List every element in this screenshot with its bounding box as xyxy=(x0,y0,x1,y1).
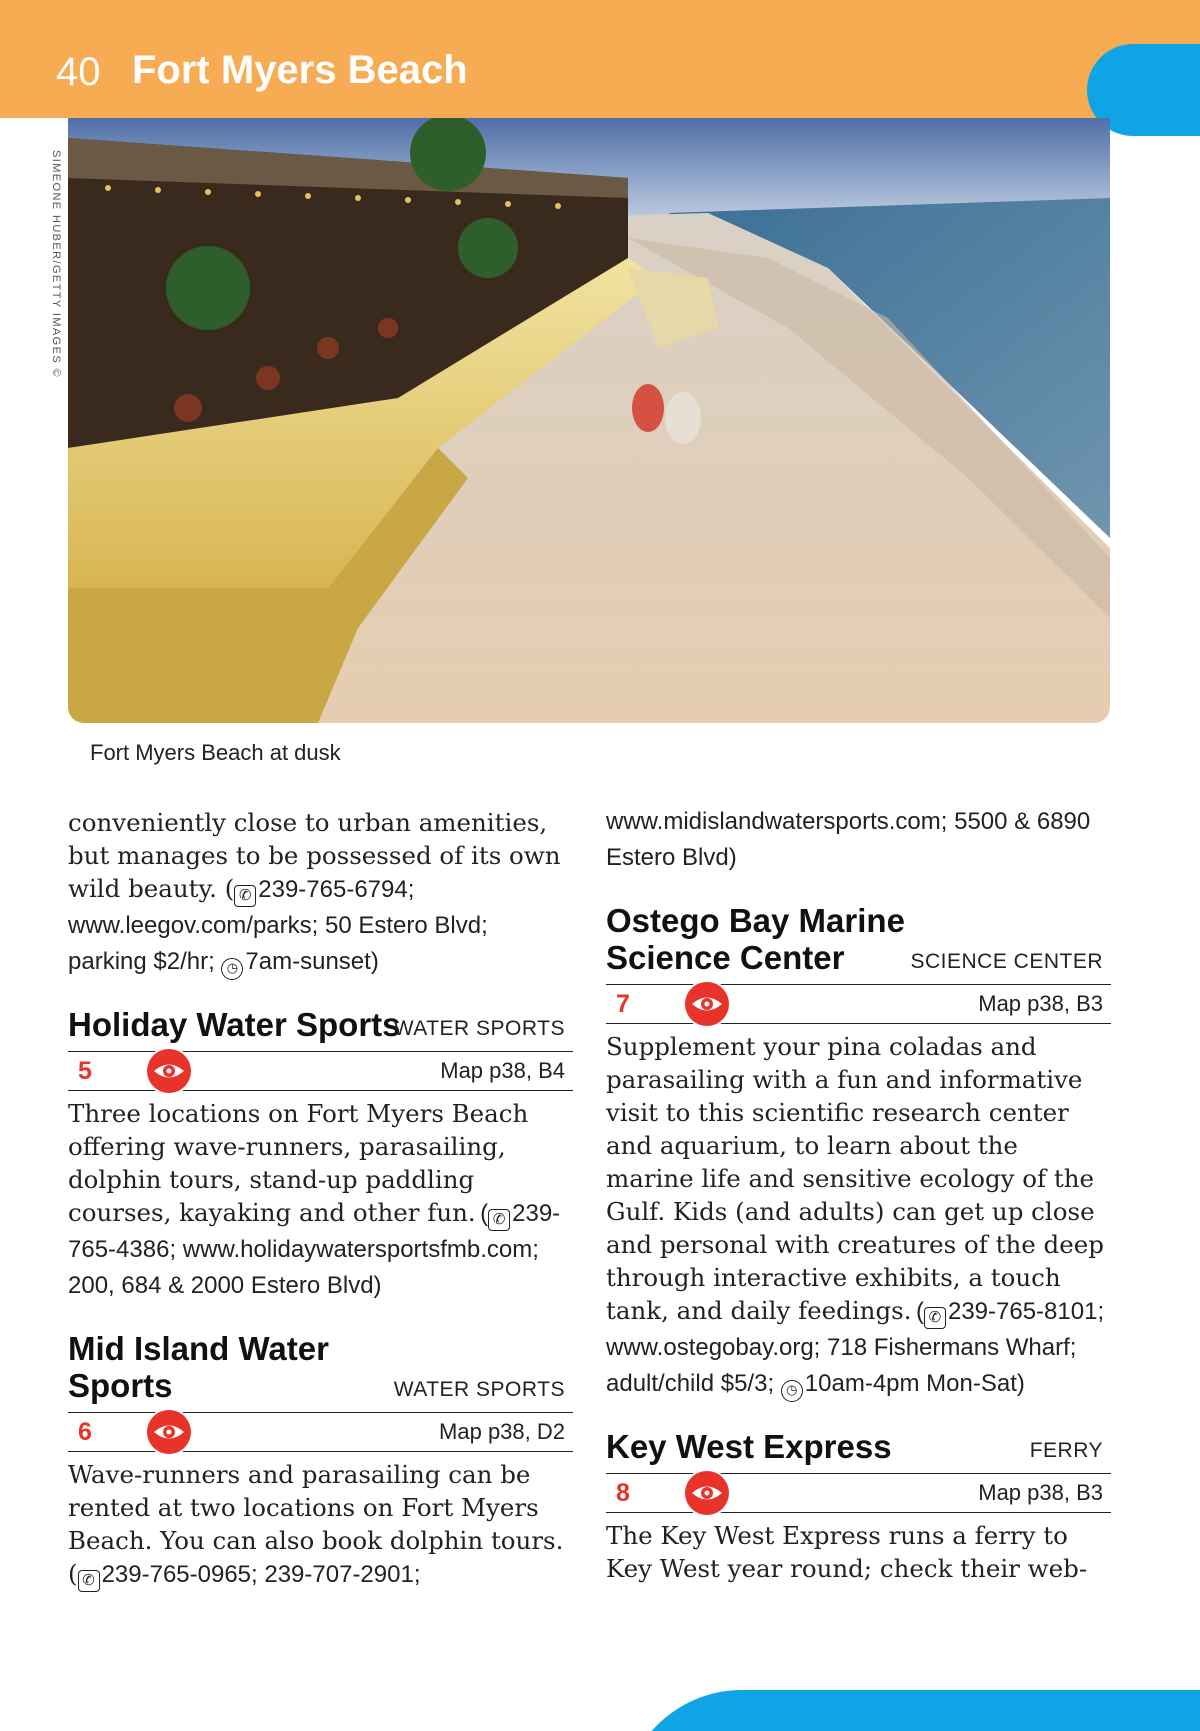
mid-island-info-continued: www.midislandwatersports.com; 5500 & 6890 Estero Blvd) xyxy=(606,808,1091,871)
listing-number: 6 xyxy=(78,1418,92,1446)
listing-name: Key West Express xyxy=(606,1428,892,1465)
photo-caption: Fort Myers Beach at dusk xyxy=(90,740,341,765)
eye-icon xyxy=(683,1469,731,1517)
listing-desc-text: Supplement your pina coladas and parasailing with a fun and informative visit to this scientific research center and aquarium, to learn about the marine life and sensitive ecology of the Gulf. Kids (and adults) can get up close and personal with creatures of the deep through interactive exhibits, a touch tank, and daily feedings. xyxy=(606,1032,1104,1325)
bottom-decorative-tab xyxy=(622,1690,1200,1731)
right-column xyxy=(606,804,1111,1585)
listing-description xyxy=(606,1030,1111,1402)
eye-icon xyxy=(145,1047,193,1095)
beach-photo-illustration xyxy=(68,118,1110,723)
map-reference: Map p38, B3 xyxy=(978,991,1103,1016)
listing-hours: 10am-4pm Mon-Sat) xyxy=(804,1370,1025,1397)
listing-type: FERRY xyxy=(1029,1439,1103,1462)
listing-key-west-express xyxy=(606,1428,1111,1585)
phone-icon: ✆ xyxy=(234,885,256,907)
listing-info-mid: ; www.ostegobay.org; 718 Fishermans Wharf; adult/child $5/3; xyxy=(606,1298,1105,1397)
eye-icon xyxy=(145,1408,193,1456)
intro-text: conveniently close to urban amenities, but manages to be possessed of its own wild beauty. ( xyxy=(68,808,561,903)
eye-icon xyxy=(683,980,731,1028)
map-reference: Map p38, B3 xyxy=(978,1480,1103,1505)
listing-header xyxy=(606,1428,1111,1465)
phone-icon: ✆ xyxy=(78,1570,100,1592)
info-open-paren: ( xyxy=(480,1200,489,1227)
listing-type: SCIENCE CENTER xyxy=(910,950,1103,973)
listing-name: Holiday Water Sports xyxy=(68,1006,401,1043)
map-reference: Map p38, D2 xyxy=(439,1419,565,1444)
clock-icon: ◷ xyxy=(781,1380,803,1402)
listing-description xyxy=(68,1097,573,1304)
listing-number: 7 xyxy=(616,990,630,1018)
listing-description: The Key West Express runs a ferry to Key West year round; check their web- xyxy=(606,1521,1088,1583)
listing-holiday-water-sports xyxy=(68,1006,573,1304)
listing-header xyxy=(68,1330,573,1404)
phone-icon: ✆ xyxy=(924,1307,946,1329)
clock-icon: ◷ xyxy=(221,958,243,980)
listing-phone: 239-765-4386 xyxy=(68,1200,561,1263)
listing-info xyxy=(78,1561,421,1588)
listing-number: 5 xyxy=(78,1057,92,1085)
listing-desc-text: Wave-runners and parasailing can be rented at two locations on Fort Myers Beach. You can also book dolphin tours. ( xyxy=(68,1460,564,1588)
listing-phone: 239-765-8101 xyxy=(947,1298,1098,1325)
listing-meta-row xyxy=(68,1412,573,1452)
listing-info-post: ; www.holidaywatersportsfmb.com; 200, 684 & 2000 Estero Blvd) xyxy=(68,1236,539,1299)
listing-meta-row xyxy=(68,1051,573,1091)
listing-type: WATER SPORTS xyxy=(393,1017,565,1040)
listing-type: WATER SPORTS xyxy=(393,1378,565,1401)
beach-photo xyxy=(68,118,1110,723)
listing-mid-island-water-sports xyxy=(68,1330,573,1593)
intro-info-mid: ; www.leegov.com/parks; 50 Estero Blvd; parking $2/hr; xyxy=(68,876,488,975)
left-column xyxy=(68,806,573,1593)
listing-description xyxy=(68,1458,573,1593)
listing-header xyxy=(68,1006,573,1043)
listing-ostego-bay xyxy=(606,902,1111,1402)
map-reference: Map p38, B4 xyxy=(440,1058,565,1083)
listing-meta-row xyxy=(606,984,1111,1024)
listing-name: Mid Island Water Sports xyxy=(68,1330,329,1404)
intro-phone: 239-765-6794 xyxy=(258,876,408,903)
listing-header xyxy=(606,902,1111,976)
intro-hours: 7am-sunset) xyxy=(245,948,379,975)
page-title: Fort Myers Beach xyxy=(132,48,468,92)
intro-paragraph xyxy=(68,806,573,980)
info-open-paren: ( xyxy=(915,1298,924,1325)
page-number: 40 xyxy=(56,50,101,94)
listing-desc-text: Three locations on Fort Myers Beach offering wave-runners, parasailing, dolphin tours, stand-up paddling courses, kayaking and other fun. xyxy=(68,1099,529,1227)
phone-icon: ✆ xyxy=(488,1209,510,1231)
photo-credit: SIMEONE HUBER/GETTY IMAGES © xyxy=(50,150,62,379)
listing-name: Ostego Bay Marine Science Center xyxy=(606,902,905,976)
listing-number: 8 xyxy=(616,1479,630,1507)
listing-meta-row xyxy=(606,1473,1111,1513)
listing-phone: 239-765-0965; 239-707-2901; xyxy=(101,1561,421,1588)
